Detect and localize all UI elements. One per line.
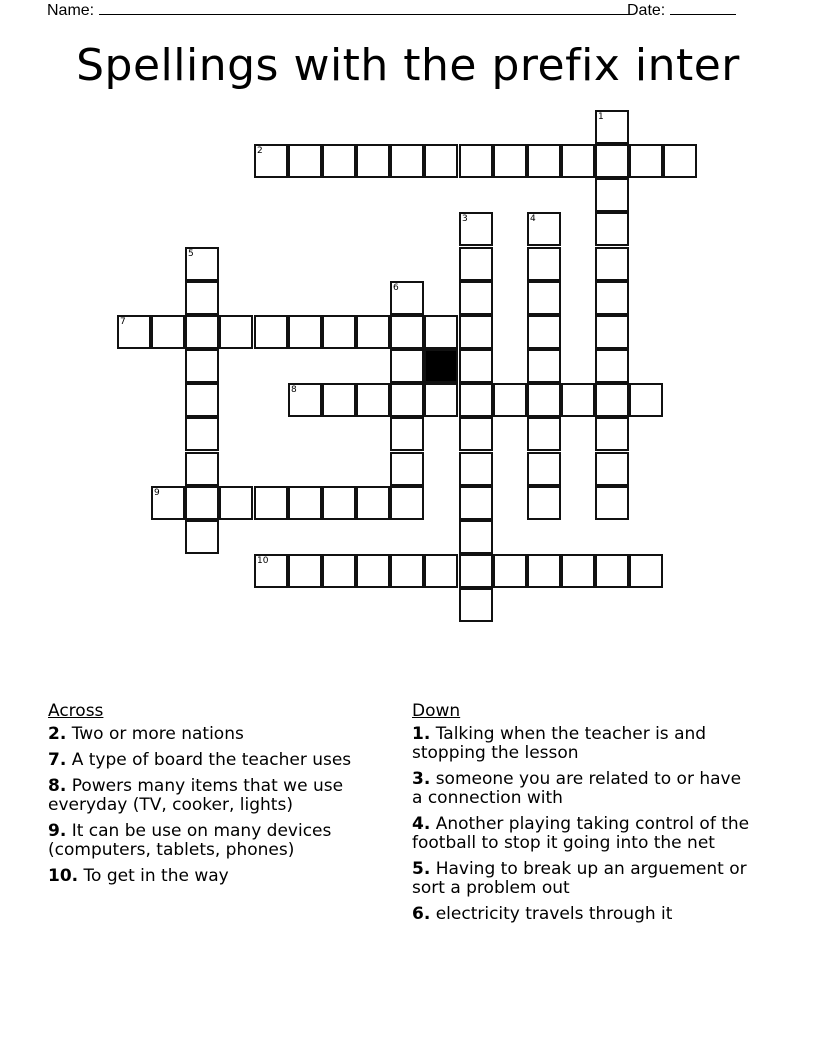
grid-cell[interactable] <box>356 144 390 178</box>
grid-cell[interactable] <box>185 349 219 383</box>
grid-cell[interactable] <box>527 315 561 349</box>
clue-text: A type of board the teacher uses <box>66 750 352 770</box>
clue-across-9 <box>48 822 378 860</box>
clue-number-label: 1 <box>598 112 604 122</box>
grid-cell[interactable] <box>459 417 493 451</box>
grid-cell[interactable] <box>185 247 219 281</box>
grid-cell[interactable] <box>629 383 663 417</box>
grid-cell[interactable] <box>322 554 356 588</box>
clue-number: 1. <box>412 724 431 744</box>
grid-cell[interactable] <box>424 383 458 417</box>
grid-cell[interactable] <box>527 281 561 315</box>
grid-cell[interactable] <box>595 110 629 144</box>
grid-cell[interactable] <box>117 315 151 349</box>
grid-cell[interactable] <box>595 554 629 588</box>
grid-cell[interactable] <box>390 486 424 520</box>
clue-text: Powers many items that we use everyday (TV, cooker, lights) <box>48 776 344 815</box>
grid-cell[interactable] <box>185 383 219 417</box>
grid-cell[interactable] <box>595 144 629 178</box>
grid-cell[interactable] <box>322 315 356 349</box>
grid-cell[interactable] <box>459 281 493 315</box>
clue-down-3 <box>412 770 752 808</box>
grid-cell[interactable] <box>185 452 219 486</box>
clue-number-label: 7 <box>120 317 126 327</box>
clue-number: 10. <box>48 866 79 886</box>
grid-cell[interactable] <box>459 452 493 486</box>
grid-cell[interactable] <box>595 349 629 383</box>
clue-down-5 <box>412 860 752 898</box>
clue-across-10 <box>48 867 378 886</box>
grid-cell[interactable] <box>595 281 629 315</box>
clue-down-1 <box>412 725 752 763</box>
grid-cell[interactable] <box>527 486 561 520</box>
grid-cell[interactable] <box>322 144 356 178</box>
grid-cell[interactable] <box>288 144 322 178</box>
grid-cell[interactable] <box>527 417 561 451</box>
grid-cell[interactable] <box>595 212 629 246</box>
grid-cell[interactable] <box>219 486 253 520</box>
grid-cell[interactable] <box>459 247 493 281</box>
grid-cell[interactable] <box>424 554 458 588</box>
grid-cell[interactable] <box>390 554 424 588</box>
clue-text: To get in the way <box>78 866 229 886</box>
grid-cell[interactable] <box>254 315 288 349</box>
grid-cell[interactable] <box>663 144 697 178</box>
grid-cell[interactable] <box>595 452 629 486</box>
date-label: Date: <box>627 2 666 19</box>
clue-number: 5. <box>412 859 431 879</box>
grid-cell[interactable] <box>254 486 288 520</box>
clue-number: 4. <box>412 814 431 834</box>
grid-cell[interactable] <box>390 315 424 349</box>
grid-cell[interactable] <box>390 417 424 451</box>
grid-cell[interactable] <box>527 554 561 588</box>
name-label: Name: <box>47 2 95 19</box>
clue-text: Two or more nations <box>66 724 244 744</box>
grid-cell[interactable] <box>527 247 561 281</box>
grid-cell[interactable] <box>595 247 629 281</box>
grid-cell[interactable] <box>459 588 493 622</box>
grid-cell[interactable] <box>595 383 629 417</box>
grid-cell[interactable] <box>390 383 424 417</box>
clue-number: 2. <box>48 724 67 744</box>
grid-cell[interactable] <box>493 554 527 588</box>
grid-cell[interactable] <box>219 315 253 349</box>
grid-cell[interactable] <box>185 520 219 554</box>
grid-cell[interactable] <box>356 486 390 520</box>
grid-cell[interactable] <box>185 486 219 520</box>
down-heading: Down <box>412 701 461 721</box>
black-cell <box>424 349 458 383</box>
grid-cell[interactable] <box>288 486 322 520</box>
across-clues <box>48 702 378 893</box>
grid-cell[interactable] <box>356 554 390 588</box>
clue-number-label: 5 <box>188 249 194 259</box>
grid-cell[interactable] <box>595 315 629 349</box>
grid-cell[interactable] <box>527 144 561 178</box>
grid-cell[interactable] <box>459 383 493 417</box>
grid-cell[interactable] <box>356 383 390 417</box>
grid-cell[interactable] <box>459 349 493 383</box>
grid-cell[interactable] <box>151 315 185 349</box>
clue-across-7 <box>48 751 378 770</box>
grid-cell[interactable] <box>459 554 493 588</box>
grid-cell[interactable] <box>459 486 493 520</box>
grid-cell[interactable] <box>185 315 219 349</box>
grid-cell[interactable] <box>561 554 595 588</box>
clue-across-8 <box>48 777 378 815</box>
grid-cell[interactable] <box>151 486 185 520</box>
grid-cell[interactable] <box>254 554 288 588</box>
clue-text: Having to break up an arguement or sort a problem out <box>412 859 747 898</box>
grid-cell[interactable] <box>356 315 390 349</box>
grid-cell[interactable] <box>390 144 424 178</box>
grid-cell[interactable] <box>254 144 288 178</box>
clue-down-4 <box>412 815 752 853</box>
clue-number: 9. <box>48 821 67 841</box>
grid-cell[interactable] <box>493 144 527 178</box>
clue-number-label: 9 <box>154 488 160 498</box>
clue-number: 6. <box>412 904 431 924</box>
grid-cell[interactable] <box>527 349 561 383</box>
clue-text: It can be use on many devices (computers, tablets, phones) <box>48 821 332 860</box>
clue-text: someone you are related to or have a connection with <box>412 769 742 808</box>
grid-cell[interactable] <box>561 383 595 417</box>
grid-cell[interactable] <box>595 486 629 520</box>
clue-number: 3. <box>412 769 431 789</box>
grid-cell[interactable] <box>459 520 493 554</box>
clue-number-label: 6 <box>393 283 399 293</box>
across-heading: Across <box>48 701 104 721</box>
grid-cell[interactable] <box>527 383 561 417</box>
clue-number: 8. <box>48 776 67 796</box>
grid-cell[interactable] <box>288 315 322 349</box>
grid-cell[interactable] <box>459 212 493 246</box>
clue-text: electricity travels through it <box>430 904 673 924</box>
grid-cell[interactable] <box>185 281 219 315</box>
grid-cell[interactable] <box>595 417 629 451</box>
grid-cell[interactable] <box>493 383 527 417</box>
grid-cell[interactable] <box>288 383 322 417</box>
clue-number-label: 3 <box>462 214 468 224</box>
grid-cell[interactable] <box>390 349 424 383</box>
clue-text: Another playing taking control of the football to stop it going into the net <box>412 814 750 853</box>
clue-number: 7. <box>48 750 67 770</box>
down-clues <box>412 702 752 931</box>
clue-across-2 <box>48 725 378 744</box>
grid-cell[interactable] <box>527 452 561 486</box>
page-title: Spellings with the prefix inter <box>76 40 740 91</box>
clue-number-label: 8 <box>291 385 297 395</box>
grid-cell[interactable] <box>561 144 595 178</box>
grid-cell[interactable] <box>459 144 493 178</box>
clue-number-label: 2 <box>257 146 263 156</box>
clue-number-label: 4 <box>530 214 536 224</box>
grid-cell[interactable] <box>527 212 561 246</box>
grid-cell[interactable] <box>629 144 663 178</box>
grid-cell[interactable] <box>390 281 424 315</box>
clue-number-label: 10 <box>257 556 269 566</box>
grid-cell[interactable] <box>424 144 458 178</box>
clue-down-6 <box>412 905 752 924</box>
clue-text: Talking when the teacher is and stopping the lesson <box>412 724 707 763</box>
grid-cell[interactable] <box>595 178 629 212</box>
grid-cell[interactable] <box>322 486 356 520</box>
grid-cell[interactable] <box>185 417 219 451</box>
grid-cell[interactable] <box>459 315 493 349</box>
grid-cell[interactable] <box>288 554 322 588</box>
grid-cell[interactable] <box>390 452 424 486</box>
grid-cell[interactable] <box>322 383 356 417</box>
grid-cell[interactable] <box>424 315 458 349</box>
grid-cell[interactable] <box>629 554 663 588</box>
